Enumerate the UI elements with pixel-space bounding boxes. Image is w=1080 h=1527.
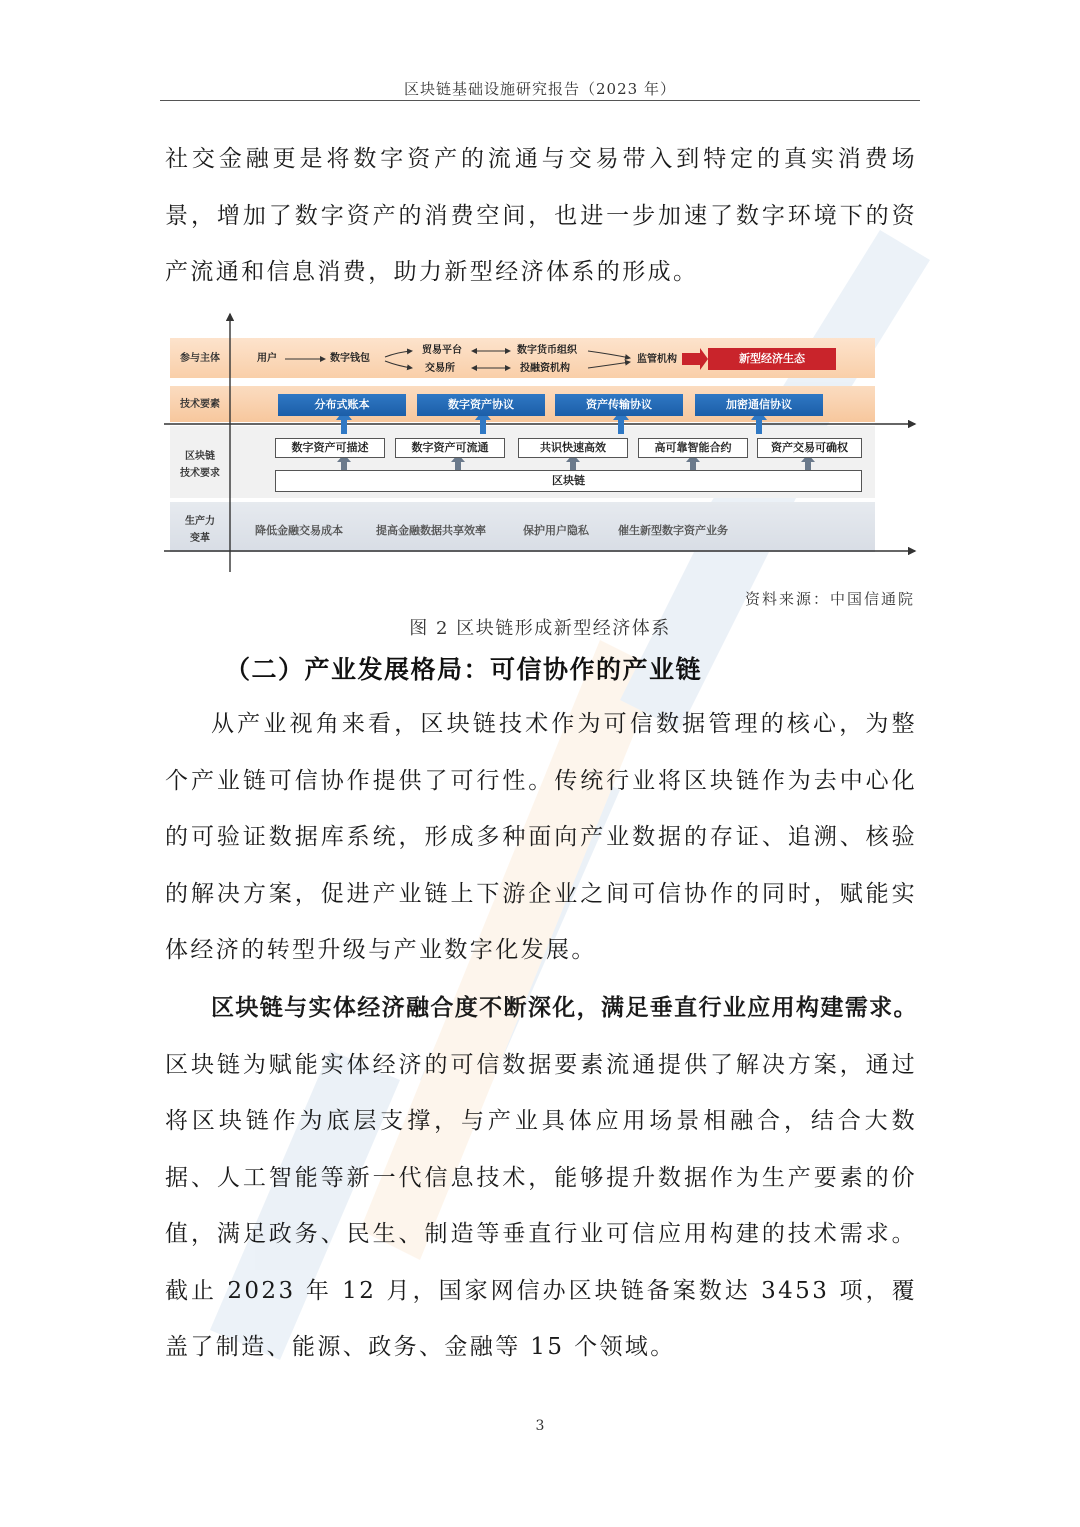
paragraph-2: 从产业视角来看，区块链技术作为可信数据管理的核心，为整个产业链可信协作提供了可行性。传统行业将区块链作为去中心化的可验证数据库系统，形成多种面向产业数据的存证、追溯、核验的解决方案，促进产业链上下游企业之间可信协作的同时，赋能实体经济的转型升级与产业数字化发展。	[165, 711, 917, 963]
figure-source: 资料来源：中国信通院	[744, 590, 915, 608]
blockchain-base-box: 区块链	[275, 470, 862, 492]
node-exchange: 交易所	[425, 363, 455, 374]
section-heading: （二）产业发展格局：可信协作的产业链	[225, 655, 703, 684]
tech-element-box: 数字资产协议	[417, 394, 545, 416]
requirement-box: 资产交易可确权	[757, 438, 862, 458]
requirement-box: 数字资产可描述	[275, 438, 385, 458]
page-number: 3	[535, 1418, 545, 1434]
paragraph-3	[165, 980, 917, 1376]
paragraph-3-lead: 区块链与实体经济融合度不断深化，满足垂直行业应用构建需求。	[211, 995, 917, 1021]
requirement-box: 数字资产可流通	[395, 438, 505, 458]
requirement-box: 共识快速高效	[518, 438, 628, 458]
paragraph-1: 社交金融更是将数字资产的流通与交易带入到特定的真实消费场景，增加了数字资产的消费空间，也进一步加速了数字环境下的资产流通和信息消费，助力新型经济体系的形成。	[165, 146, 917, 285]
node-currency-org: 数字货币组织	[517, 345, 577, 356]
productivity-item: 提高金融数据共享效率	[376, 524, 486, 537]
row-label-productivity-line1: 生产力	[185, 516, 215, 527]
header-divider	[160, 100, 920, 101]
tech-element-box: 分布式账本	[278, 394, 406, 416]
row-label-chain-req-line1: 区块链	[185, 451, 215, 462]
node-new-economy: 新型经济生态	[708, 348, 836, 370]
row-label-productivity-line2: 变革	[190, 533, 210, 544]
row-label-participants: 参与主体	[180, 353, 220, 364]
requirement-box: 高可靠智能合约	[638, 438, 748, 458]
node-user: 用户	[257, 353, 277, 364]
productivity-item: 降低金融交易成本	[255, 524, 343, 537]
productivity-item: 催生新型数字资产业务	[618, 524, 728, 537]
row-label-chain-req-line2: 技术要求	[180, 468, 220, 479]
economy-system-diagram	[160, 310, 920, 575]
paragraph-3-body: 区块链为赋能实体经济的可信数据要素流通提供了解决方案，通过将区块链作为底层支撑，与产业具体应用场景相融合，结合大数据、人工智能等新一代信息技术，能够提升数据作为生产要素的价值，满足政务、民生、制造等垂直行业可信应用构建的技术需求。截止 2023 年 12 月，国家网信办区块链备案数达 3453 项，覆盖了制造、能源、政务、金融等 15 个领域。	[165, 1051, 917, 1360]
node-wallet: 数字钱包	[330, 353, 370, 364]
node-trade-platform: 贸易平台	[422, 345, 462, 356]
row-label-tech-elements: 技术要素	[180, 399, 220, 410]
node-investment-org: 投融资机构	[520, 363, 570, 374]
productivity-item: 保护用户隐私	[523, 524, 589, 537]
node-regulator: 监管机构	[637, 354, 677, 365]
tech-element-box: 资产传输协议	[555, 394, 683, 416]
header-title: 区块链基础设施研究报告（2023 年）	[404, 80, 676, 98]
tech-element-box: 加密通信协议	[695, 394, 823, 416]
figure-caption: 图 2 区块链形成新型经济体系	[409, 618, 671, 639]
